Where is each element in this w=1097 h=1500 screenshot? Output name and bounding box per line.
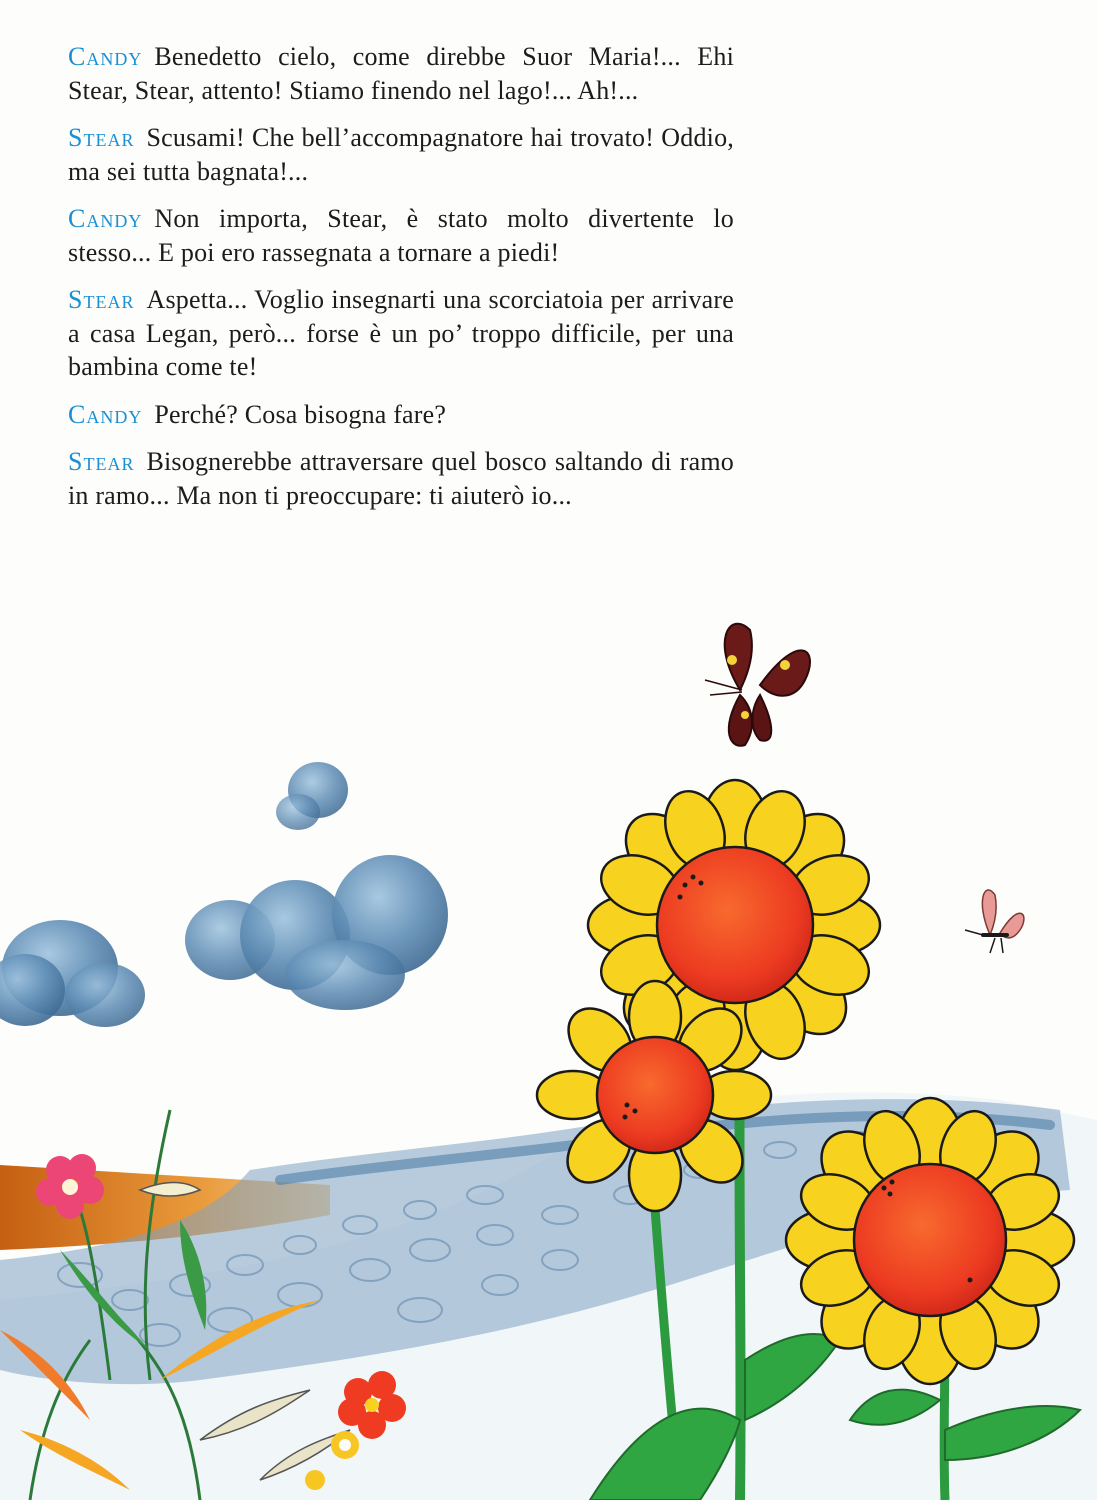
sunflower-bottom bbox=[786, 1098, 1074, 1384]
speaker-name: Stear bbox=[68, 123, 135, 152]
small-butterfly-icon bbox=[965, 890, 1024, 953]
dialogue-line-5 bbox=[68, 398, 734, 432]
sunflower-illustration bbox=[0, 610, 1097, 1500]
clouds bbox=[0, 762, 448, 1027]
dialogue-line-6 bbox=[68, 445, 734, 512]
dialogue-line-3 bbox=[68, 202, 734, 269]
speaker-name: Candy bbox=[68, 399, 143, 429]
speech-text: Benedetto cielo, come direbbe Suor Maria!... Ehi Stear, Stear, attento! Stiamo finendo nel lago!... Ah!... bbox=[68, 42, 734, 105]
butterfly-icon bbox=[705, 624, 810, 746]
speech-text: Non importa, Stear, è stato molto divertente lo stesso... E poi ero rassegnata a tornare a piedi! bbox=[68, 204, 734, 267]
speaker-name: Candy bbox=[68, 204, 143, 233]
dialogue-text bbox=[68, 40, 734, 526]
speaker-name: Stear bbox=[68, 447, 135, 476]
sunflower-middle bbox=[537, 981, 771, 1211]
speech-text: Bisognerebbe attraversare quel bosco saltando di ramo in ramo... Ma non ti preoccupare: ti aiuterò io... bbox=[68, 447, 734, 510]
speech-text: Scusami! Che bell’accompagnatore hai trovato! Oddio, ma sei tutta bagnata!... bbox=[68, 123, 734, 186]
dialogue-line-4 bbox=[68, 283, 734, 384]
dialogue-line-2 bbox=[68, 121, 734, 188]
speaker-name: Candy bbox=[68, 42, 143, 71]
speaker-name: Stear bbox=[68, 285, 135, 314]
dialogue-line-1 bbox=[68, 40, 734, 107]
speech-text: Perché? Cosa bisogna fare? bbox=[154, 399, 447, 429]
speech-text: Aspetta... Voglio insegnarti una scorciatoia per arrivare a casa Legan, però... forse è un po’ troppo difficile, per una bambina come te! bbox=[68, 285, 734, 381]
